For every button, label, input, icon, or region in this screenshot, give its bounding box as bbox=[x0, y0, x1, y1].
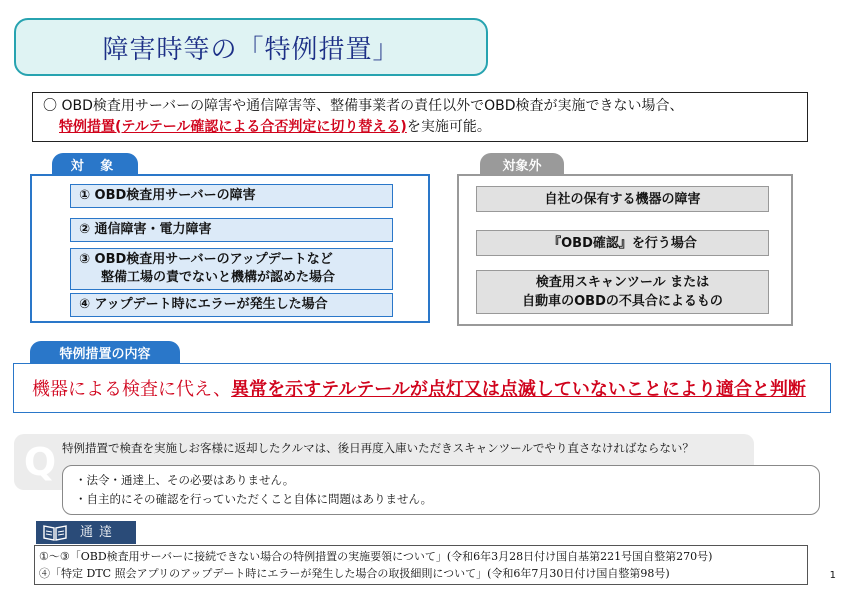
content-text: 機器による検査に代え、 bbox=[32, 379, 232, 400]
target-item-network: ② 通信障害・電力障害 bbox=[70, 218, 393, 242]
answer-line: ・自主的にその確認を行っていただくこと自体に問題はありません。 bbox=[75, 492, 433, 506]
notice-line: ④「特定 DTC 照会アプリのアップデート時にエラーが発生した場合の取扱細則について」(令和6年7月30日付け国自整第98号) bbox=[39, 567, 670, 580]
answer-line: ・法令・通達上、その必要はありません。 bbox=[75, 473, 295, 487]
intro-marker: 〇 bbox=[43, 98, 57, 114]
target-item-update-line1: ③ OBD検査用サーバーのアップデートなど bbox=[79, 252, 333, 267]
question-mark-icon: Q bbox=[23, 440, 57, 484]
intro-statement bbox=[32, 92, 808, 142]
excluded-item-scan-tool-line2: 自動車のOBDの不具合によるもの bbox=[522, 294, 723, 309]
notice-line: ①～③「OBD検査用サーバーに接続できない場合の特例措置の実施要領について」(令和6年3月28日付け国自基第221号国自整第270号) bbox=[39, 550, 713, 563]
content-statement bbox=[13, 363, 831, 413]
notice-box bbox=[34, 545, 808, 585]
question-text: 特例措置で検査を実施しお客様に返却したクルマは、後日再度入庫いただきスキャンツールでやり直さなければならない？ bbox=[62, 441, 694, 455]
target-item-server: ① OBD検査用サーバーの障害 bbox=[70, 184, 393, 208]
target-tab: 対 象 bbox=[52, 153, 138, 175]
book-icon bbox=[42, 524, 68, 542]
excluded-item-obd-check: 『OBD確認』を行う場合 bbox=[476, 230, 769, 256]
intro-text: OBD検査用サーバーの障害や通信障害等、整備事業者の責任以外でOBD検査が実施できない場合、 bbox=[57, 98, 684, 114]
content-highlight: 異常を示すテルテールが点灯又は点滅していないことにより適合と判断 bbox=[231, 379, 806, 400]
notice-label: 通達 bbox=[80, 525, 119, 540]
content-tab: 特例措置の内容 bbox=[30, 341, 180, 363]
excluded-item-scan-tool bbox=[476, 270, 769, 314]
excluded-item-scan-tool-line1: 検査用スキャンツール または bbox=[535, 275, 710, 290]
target-item-update-line2: 整備工場の責でないと機構が認めた場合 bbox=[101, 270, 336, 285]
page-title: 障害時等の「特例措置」 bbox=[14, 18, 488, 76]
intro-text-end: を実施可能。 bbox=[406, 119, 491, 135]
page-number: 1 bbox=[829, 570, 836, 581]
intro-highlight: 特例措置(テルテール確認による合否判定に切り替える) bbox=[59, 119, 407, 135]
answer-box bbox=[62, 465, 820, 515]
excluded-tab: 対象外 bbox=[480, 153, 564, 175]
target-item-error: ④ アップデート時にエラーが発生した場合 bbox=[70, 293, 393, 317]
excluded-item-own-equipment: 自社の保有する機器の障害 bbox=[476, 186, 769, 212]
target-item-update bbox=[70, 248, 393, 290]
